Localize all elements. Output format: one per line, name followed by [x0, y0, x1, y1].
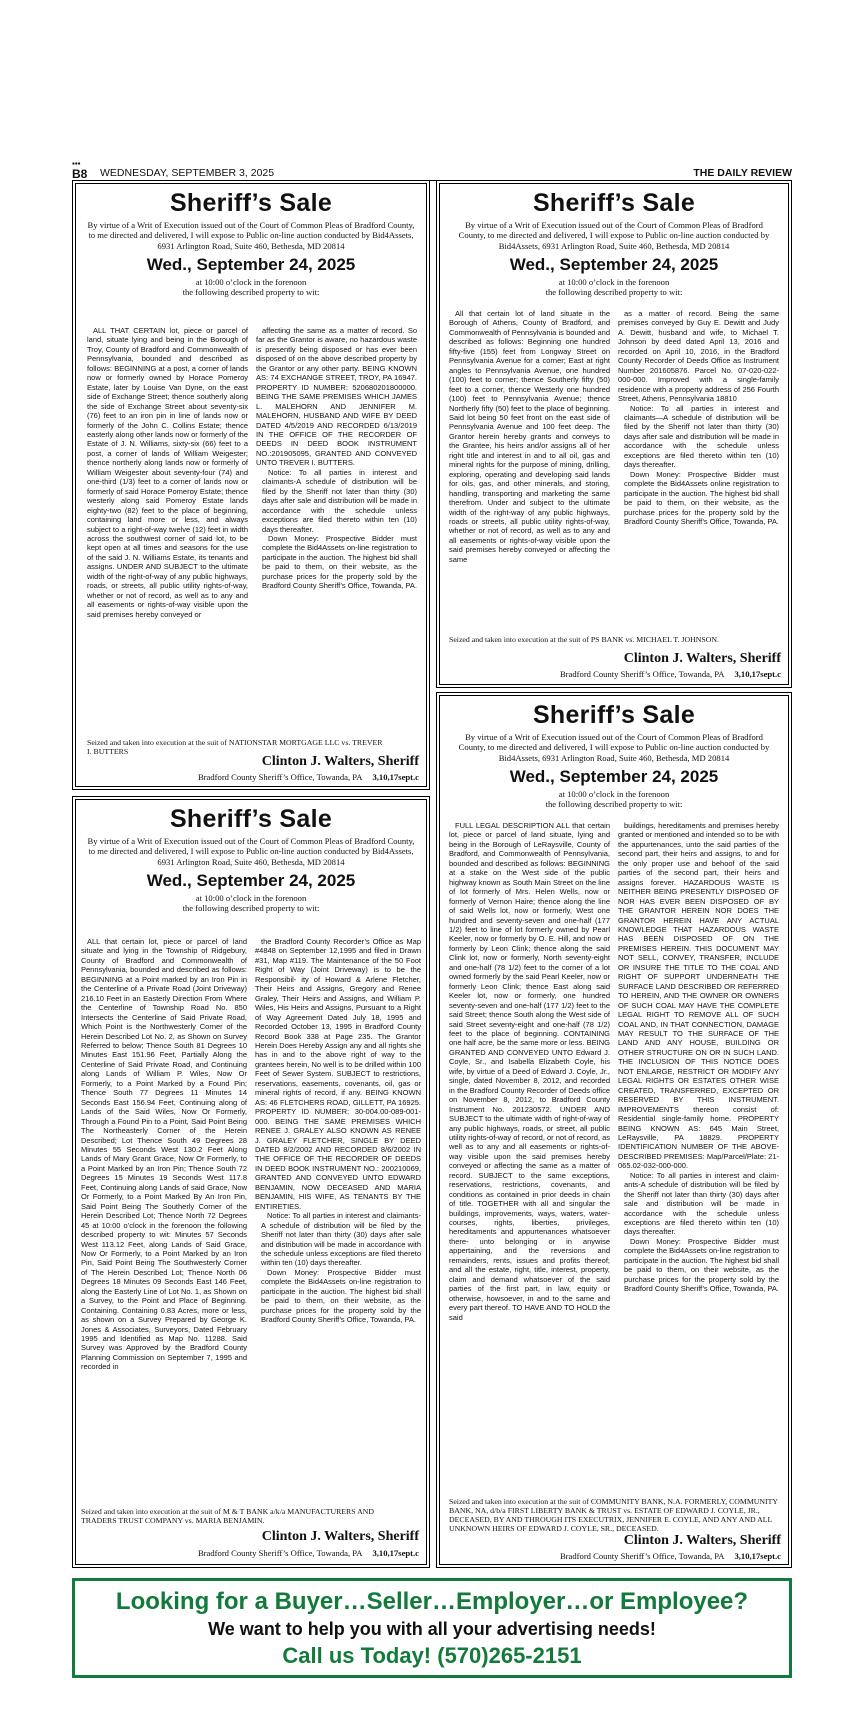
ad-column-2: affecting the same as a matter of record. So far as the Grantor is aware, no hazardous waste is presently being disposed or has ever been disposed of on the above described property by the Grantor or any other party. BEING KNOWN AS: 74 EXCHANGE STREET, TROY, PA 16947. PROPERTY ID NUMBER: 520680201800000. BEING THE SAME PREMISES WHICH JAMES L. MALEHORN AND JENNIFER M. MALEHORN, HUSBAND AND WIFE BY DEED DATED 4/5/2019 AND RECORDED 6/13/2019 IN THE OFFICE OF THE RECORDER OF DEEDS IN DEED BOOK INSTRUMENT NO.:201905095, GRANTED AND CONVEYED UNTO TREVER I. BUTTERS. Notice: To all parties in interest and claimants-A schedule of distribution will be filed by the Sheriff not later than thirty (30) days after sale and distribution will be made in accordance with the schedule unless exceptions are filed thereto within ten (10) days thereafter. Down Money: Prospective Bidder must complete the Bid4Assets on-line registration to participate in the auction. The highest bid shall be paid to them, on their website, as the purchase prices for the property sold by the Bradford County Sheriff’s Office, Towanda, PA.: [256, 326, 417, 591]
sheriff-sale-ad-2: [436, 180, 792, 688]
seized-text: Seized and taken into execution at the suit of COMMUNITY BANK, N.A. FORMERLY, COMMUNITY BANK, NA, d/b/a FIRST LIBERTY BANK & TRUST vs. ESTATE OF EDWARD J. COYLE, JR., DECEASED, BY AND THROUGH ITS EXECUTRIX, JENNIFER E. COYLE, AND ANY AND ALL UNKNOWN HEIRS OF EDWARD J. COYLE, SR., DECEASED.: [449, 1497, 778, 1533]
sale-date: Wed., September 24, 2025: [509, 767, 719, 787]
notice-text: Notice: To all parties in interest and claimants-A schedule of distribution will be filed by the Sheriff not later than thirty (30) days after sale and distribution will be made in accordance with the schedule unless exceptions are filed thereto within ten (10) days thereafter.: [262, 467, 417, 534]
newspaper-name: THE DAILY REVIEW: [693, 167, 792, 179]
notice-text: Notice: To all parties in interest and claimants-A schedule of distribution will be filed by the Sheriff not later than thirty (30) days after sale and distribution will be made in accordance with the schedule unless exceptions are filed thereto within ten (10) days thereafter.: [261, 1211, 421, 1268]
page-number: ▪▪▪ B8: [72, 159, 88, 181]
sale-date: Wed., September 24, 2025: [509, 255, 719, 275]
sheriff-name: Clinton J. Walters, Sheriff: [623, 651, 781, 666]
seized-text: Seized and taken into execution at the suit of NATIONSTAR MORTGAGE LLC vs. TREVER I. BUTTERS: [87, 738, 383, 756]
down-money-text: Down Money: Prospective Bidder must complete the Bid4Assets on-line registration to participate in the auction. The highest bid shall be paid to them, on their website, as the purchase prices for the property sold by the Bradford County Sheriff’s Office, Towanda, PA.: [624, 1236, 779, 1294]
ad-column-1: All that certain lot of land situate in the Borough of Athens, County of Bradford, and Commonwealth of Pennsylvania is bounded and described as follows: Beginning one hundred fifty-five (155) feet from Longway Street on Pennsylvania Avenue for a corner; East at right angles to Pennsylvania Avenue, one hundred (100) feet to corner; thence Southerly fifty (50) feet to a corner, thence Westerly one hundred (100) feet to Pennsylvania Avenue; thence Northerly fifty (50) feet to the place of beginning. Said lot being 50 feet front on the east side of Pennsylvania Avenue and 100 feet deep. The Grantor herein hereby grants and conveys to the Grantee, his heirs and/or assigns all of her right title and interest in and to all oil, gas and mineral rights for the purpose of mining, drilling, exploring, operating and developing said lands for oils, gas, and other minerals, and storing, handling, transporting and marketing the same therefrom. Under and subject to the ultimate width of the right-way of any public highways, roads or streets, all public utility rights-of-way, whether or not of record, as well as to any and all easements or rights-of-way visible upon the said premises hereby conveyed or affecting the same: [449, 309, 610, 564]
ad-title: Sheriff’s Sale: [169, 805, 333, 833]
sheriff-sale-ad-3: [72, 796, 430, 1568]
sheriff-sale-ad-4: [436, 692, 792, 1568]
issue-date: WEDNESDAY, SEPTEMBER 3, 2025: [100, 167, 275, 179]
down-money-text: Down Money: Prospective Bidder must complete the Bid4Assets on-line registration to participate in the auction. The highest bid shall be paid to them, on their website, as the purchase prices for the property sold by the Bradford County Sheriff’s Office, Towanda, PA.: [262, 533, 417, 591]
sale-date: Wed., September 24, 2025: [146, 871, 356, 891]
sale-time: at 10:00 o’clock in the forenoon the following described property to wit:: [182, 893, 320, 914]
ad-intro: By virtue of a Writ of Execution issued out of the Court of Common Pleas of Bradford County, to me directed and delivered, I will expose to Public on-line auction conducted by Bid4Assets, 6931 Arlington Road, Suite 460, Bethesda, MD 20814: [458, 220, 770, 251]
notice-text: Notice: To all parties in interest and claimants—A schedule of distribution will be filed by the Sheriff not later than thirty (30) days after sale and distribution will be made in accordance with the schedule unless exceptions are filed thereto within ten (10) days thereafter.: [624, 403, 779, 470]
sheriff-office: Bradford County Sheriff’s Office, Towanda, PA 3,10,17sept.c: [559, 669, 781, 679]
page-header: [72, 159, 792, 181]
ad-column-2: as a matter of record. Being the same premises conveyed by Guy E. Dewitt and Judy A. Dewitt, husband and wife, to Michael T. Johnson by deed dated April 13, 2016 and recorded on April 10, 2016, in the Bradford County Recorder of Deeds Office as Instrument Number 201605876. Parcel No. 07-020-022-000-000. Improved with a single-family residence with a property address of 256 Fourth Street, Athens, Pennsylvania 18810 Notice: To all parties in interest and claimants—A schedule of distribution will be filed by the Sheriff not later than thirty (30) days after sale and distribution will be made in accordance with the schedule unless exceptions are filed thereto within ten (10) days thereafter. Down Money: Prospective Bidder must complete the Bid4Assets online registration to participate in the auction. The highest bid shall be paid to them, on their website, as the purchase prices for the property sold by the Bradford County Sheriff’s Office, Towanda, PA.: [618, 309, 779, 526]
down-money-text: Down Money: Prospective Bidder must complete the Bid4Assets online registration to participate in the auction. The highest bid shall be paid to them, on their website, as the purchase prices for the property sold by the Bradford County Sheriff’s Office, Towanda, PA.: [624, 469, 779, 526]
ad-column-1: ALL THAT CERTAIN lot, piece or parcel of land, situate lying and being in the Borough of Troy, County of Bradford and Commonwealth of Pennsylvania, bounded and described as follows: BEGINNING at a post, a corner of lands now or formerly owned by Horace Pomeroy Estate, later by Louise Van Dyne, on the east side of Exchange Street; thence southerly along the side of Exchange Street about seventy-six (76) feet to an iron pin in line of lands now or formerly of the John C. Collins Estate; thence easterly along other lands now or formerly of the Estate of J. N. Williams, sixty-six (66) feet to a post, a corner of lands of William Weigester; thence northerly along lands now or formerly of William Weigester about seventy-four (74) and one-third (1/3) feet to a corner of lands now or formerly of said Horace Pomeroy Estate; thence westerly along said Pomeroy Estate lands eighty-two (82) feet to the place of beginning, containing land more or less, and always subject to a right-of-way twelve (12) feet in width across the southwest corner of said lot, to be kept open at all times and seasons for the use of the said J. N. Williams Estate, its tenants and assigns. UNDER AND SUBJECT to the ultimate width of the right-of-way of any public highways, roads, or streets, all public utility rights-of-way, whether or not of record, as well as to any and all easements or rights-of-way visible upon the said premises hereby conveyed or: [87, 326, 248, 619]
promo-subline: We want to help you with all your advertising needs!: [208, 1619, 656, 1639]
ad-column-1: ALL that certain lot, piece or parcel of land situate and lying in the Township of Ridgebury, County of Bradford and Commonwealth of Pennsylvania, bounded and described as follows: BEGINNING at a Point marked by an Iron Pin in the Centerline of a Private Road (Joint Driveway) 216.10 Feet in an Easterly Direction From Where the Centerline of Township Road No. 850 Intersects the Centerline of Said Private Road, Which Point is the Northwesterly Corner of the Herein Described Lot No. 2, as Shown on Survey Referred to below; Thence South 81 Degrees 10 Minutes East 151.96 Feet, Partially Along the Centerline of Said Private Road, and Continuing along Lands of William P. Wiles, Now Or Formerly, to a Point Marked by a Found Pin; Thence South 77 Degrees 11 Minutes 14 Seconds East 156.94 Feet, Continuing along of Lands of the Said Wiles, Now Or Formerly, Through a Found Pin to a Point, Said Point Being The Northeasterly Corner of the Herein Described; Lot Thence South 49 Degrees 28 Minutes 55 Seconds West 130.2 Feet Along Lands of Mary Grant Grace, Now Or Formerly, to a Point Marked by an Iron Pin; Thence South 72 Degrees 15 Minutes 19 Seconds West 117.8 Feet, Continuing along Lands of said Grace, Now Or Formerly, to a Point Marked By An Iron Pin, Said Point Being The Southerly Corner of the Herein Described Lot; Thence North 72 Degrees 45 at 10:00 o’clock in the forenoon the following described property to wit: Minutes 57 Seconds West 113.12 Feet, along Lands of Said Grace, Now Or Formerly, to a Point Marked by an Iron Pin, Said Point Being The Southwesterly Corner of The Herein Described Lot; Thence North 06 Degrees 18 Minutes 09 Seconds East 146 Feet, along the Easterly Line of Lot No. 1, as Shown on a Survey, to the Point and Place of Beginning. Containing. Containing 0.83 Acres, more or less, as shown on a Survey Prepared by George K. Jones & Associates, Surveyors, Dated February 1995 and Identified as Map No. 11288. Said Survey was Approved by the Bradford County Planning Commission on September 7, 1995 and recorded in: [81, 937, 247, 1372]
sheriff-office: Bradford County Sheriff’s Office, Towanda, PA 3,10,17sept.c: [559, 1551, 781, 1561]
sheriff-office: Bradford County Sheriff’s Office, Towanda, PA 3,10,17sept.c: [197, 772, 419, 782]
promo-phone: Call us Today! (570)265-2151: [282, 1643, 582, 1668]
ad-title: Sheriff’s Sale: [532, 189, 696, 217]
ad-column-2: the Bradford County Recorder’s Office as Map #4848 on September 12,1995 and filed in Drawn #31, Map #119. The Maintenance of the 50 Foot Right of Way (Joint Driveway) is to be the Responsibil- ity of Howard & Arlene Fletcher, Their Heirs and Assigns, Gregory and Renee Graley, Their Heirs and Assigns, and William P. Wiles, His Heirs and Assigns, Pursuant to a Right of Way Agreement Dated July 18, 1995 and Recorded October 13, 1995 in Bradford County Record Book 338 at Page 235. The Grantor Herein Does Hereby Assign any and all rights she has in and to the above right of way to the grantees herein, No well is to be drilled within 100 Feet of Sewer System. SUBJECT to restrictions, reservations, easements, covenants, oil, gas or mineral rights of record, if any. BEING KNOWN AS: 46 FLETCHERS ROAD, GILLETT, PA 16925. PROPERTY ID NUMBER: 30-004.00-089-001-000. BEING THE SAME PREMISES WHICH RENEE J. GRALEY ALSO KNOWN AS RENEE J. GRALEY FLETCHER, SINGLE BY DEED DATED 8/2/2002 AND RECORDED 8/6/2002 IN THE OFFICE OF THE RECORDER OF DEEDS IN DEED BOOK INSTRUMENT NO.: 200210069, GRANTED AND CONVEYED UNTO EDWARD BENJAMIN, NOW DECEASED AND MARIA BENJAMIN, HIS WIFE, AS TENANTS BY THE ENTIRETIES. Notice: To all parties in interest and claimants-A schedule of distribution will be filed by the Sheriff not later than thirty (30) days after sale and distribution will be made in accordance with the schedule unless exceptions are filed thereto within ten (10) days thereafter. Down Money: Prospective Bidder must complete the Bid4Assets on-line registration to participate in the auction. The highest bid shall be paid to them, on their website, as the purchase prices for the property sold by the Bradford County Sheriff’s Office, Towanda, PA.: [255, 937, 421, 1325]
ad-intro: By virtue of a Writ of Execution issued out of the Court of Common Pleas of Bradford County, to me directed and delivered, I will expose to Public on-line auction conducted by Bid4Assets, 6931 Arlington Road, Suite 460, Bethesda, MD 20814: [87, 836, 415, 867]
seized-text: Seized and taken into execution at the suit of PS BANK vs. MICHAEL T. JOHNSON.: [449, 635, 719, 644]
ad-title: Sheriff’s Sale: [532, 701, 696, 729]
seized-text: Seized and taken into execution at the suit of M & T BANK a/k/a MANUFACTURERS AND TRADERS TRUST COMPANY vs. MARIA BENJAMIN.: [81, 1507, 375, 1525]
ad-title: Sheriff’s Sale: [169, 189, 333, 217]
sale-time: at 10:00 o’clock in the forenoon the following described property to wit:: [545, 277, 683, 298]
down-money-text: Down Money: Prospective Bidder must complete the Bid4Assets on-line registration to participate in the auction. The highest bid shall be paid to them, on their website, as the purchase prices for the property sold by the Bradford County Sheriff’s Office, Towanda, PA.: [261, 1267, 421, 1325]
page-marks: ▪▪▪: [72, 159, 81, 168]
ad-body: [81, 937, 421, 1504]
advertising-promo-banner: [72, 1578, 792, 1678]
sale-date: Wed., September 24, 2025: [146, 255, 356, 275]
ad-column-1: FULL LEGAL DESCRIPTION ALL that certain lot, piece or parcel of land situate, lying and being in the Borough of LeRaysville, County of Bradford, and Commonwealth of Pennsylvania, bounded and described as follows: BEGINNING at a stake on the West side of the public highway known as South Main Street on the line of lot formerly of Mrs. Helen Wells, now or formerly of Vernon Haire; thence along the line of said Wells lot, now or formerly, West one hundred and seventy-seven and one-half (177 1/2) feet to line of lot formerly owned by Pearl Keeler, now or formerly by O. E. Hill, and now or formerly by Leon Clink; thence along the said Clink lot, now or formerly, North seventy-eight and one-half (78 1/2) feet to the corner of a lot owned formerly by the said Pearl Keeler, now or formerly Leon Clink; thence East along said Keeler lot, now or formerly, one hundred seventy-seven and one-half (177 1/2) feet to the said Street; thence South along the West side of said Street seventy-eight and one-half (78 1/2) feet to the place of beginning. CONTAINING one half acre, be the same more or less. BEING GRANTED AND CONVEYED UNTO Edward J. Coyle, Sr., and Isabella Elizabeth Coyle, his wife, by virtue of a Deed of Edward J. Coyle, Jr., single, dated November 8, 2012, and recorded in the Bradford County Recorder of Deeds office on November 8, 2012, to Bradford County Instrument No. 201230572. UNDER AND SUBJECT to the ultimate width of right-of-way of any public highways, roads, or street, all public utility rights-of-way of record, or not of record, as well as to any and all easements or rights-of-way visible upon the said premises hereby conveyed or affecting the same as a matter of record. SUBJECT to the same exceptions, reservations, restrictions, covenants, and conditions as contained in prior deeds in chain of title. TOGETHER with all and singular the buildings, improvements, ways, waters, water- courses, rights, liberties, privileges, hereditaments and appurtenances whatsoever there- unto belonging or in anywise appertaining, and the reversions and remainders, rents, issues and profits thereof; and all the estate, right, title, interest, property, claim and demand whatsoever of the said parties of the first part, in law, equity or otherwise, howsoever, in and to the same and every part thereof. TO HAVE AND TO HOLD the said: [449, 821, 610, 1322]
sheriff-office: Bradford County Sheriff’s Office, Towanda, PA 3,10,17sept.c: [197, 1548, 419, 1558]
sheriff-name: Clinton J. Walters, Sheriff: [261, 1529, 419, 1544]
sale-time: at 10:00 o’clock in the forenoon the following described property to wit:: [182, 277, 320, 298]
sheriff-sale-ad-1: [72, 180, 430, 790]
ad-intro: By virtue of a Writ of Execution issued out of the Court of Common Pleas of Bradford County, to me directed and delivered, I will expose to Public on-line auction conducted by Bid4Assets, 6931 Arlington Road, Suite 460, Bethesda, MD 20814: [87, 220, 415, 251]
sale-time: at 10:00 o’clock in the forenoon the following described property to wit:: [545, 789, 683, 810]
ad-column-2: buildings, hereditaments and premises hereby granted or mentioned and intended so to be with the appurtenances, unto the said parties of the second part, their heirs and assigns, to and for the only proper use and behoof of the said parties of the second part, their heirs and assigns forever. HAZARDOUS WASTE IS NEITHER BEING PRESENTLY DISPOSED OF NOR HAS EVER BEEN DISPOSED OF BY THE GRANTOR HEREIN NOR DOES THE GRANTOR HEREIN HAVE ANY ACTUAL KNOWLEDGE THAT HAZARDOUS WASTE HAS BEEN DISPOSED OF ON THE PREMISES HEREIN. THIS DOCUMENT MAY NOT SELL, CONVEY, TRANSFER, INCLUDE OR INSURE THE TITLE TO THE COAL AND RIGHT OF SUPPORT UNDERNEATH THE SURFACE LAND DESCRIBED OR REFERRED TO HEREIN, AND THE OWNER OR OWNERS OF SUCH COAL MAY HAVE THE COMPLETE LEGAL RIGHT TO REMOVE ALL OF SUCH COAL AND, IN THAT CONNECTION, DAMAGE MAY RESULT TO THE SURFACE OF THE LAND AND ANY HOUSE, BUILDING OR OTHER STRUCTURE ON OR IN SUCH LAND. THE INCLUSION OF THIS NOTICE DOES NOT ENLARGE, RESTRICT OR MODIFY ANY LEGAL RIGHTS OR ESTATES OTHER WISE CREATED, TRANSFERRED, EXCEPTED OR RESERVED BY THIS INSTRUMENT. IMPROVEMENTS thereon consist of: Residential single-family home. PROPERTY BEING KNOWN AS: 645 Main Street, LeRaysville, PA 18829. PROPERTY IDENTIFICATION NUMBER OF THE ABOVE-DESCRIBED PREMISES: Map/Parcel/Plate: 21-065.02-032-000-000. Notice: To all parties in interest and claim- ants-A schedule of distribution will be filed by the Sheriff not later than thirty (30) days after sale and distribution will be made in accordance with the schedule unless exceptions are filed thereto within ten (10) days thereafter. Down Money: Prospective Bidder must complete the Bid4Assets on-line registration to participate in the auction. The highest bid shall be paid to them, on their website, as the purchase prices for the property sold by the Bradford County Sheriff’s Office, Towanda, PA.: [618, 821, 779, 1294]
ad-body: [449, 309, 779, 619]
sheriff-name: Clinton J. Walters, Sheriff: [261, 754, 419, 769]
ad-body: [449, 821, 779, 1495]
ad-intro: By virtue of a Writ of Execution issued out of the Court of Common Pleas of Bradford County, to me directed and delivered, I will expose to Public on-line auction conducted by Bid4Assets, 6931 Arlington Road, Suite 460, Bethesda, MD 20814: [458, 732, 770, 763]
ad-body: [87, 326, 417, 736]
notice-text: Notice: To all parties in interest and claim- ants-A schedule of distribution will be filed by the Sheriff not later than thirty (30) days after sale and distribution will be made in accordance with the schedule unless exceptions are filed thereto within ten (10) days thereafter.: [624, 1170, 779, 1237]
sheriff-name: Clinton J. Walters, Sheriff: [623, 1533, 781, 1548]
promo-headline: Looking for a Buyer…Seller…Employer…or Employee?: [115, 1588, 749, 1615]
